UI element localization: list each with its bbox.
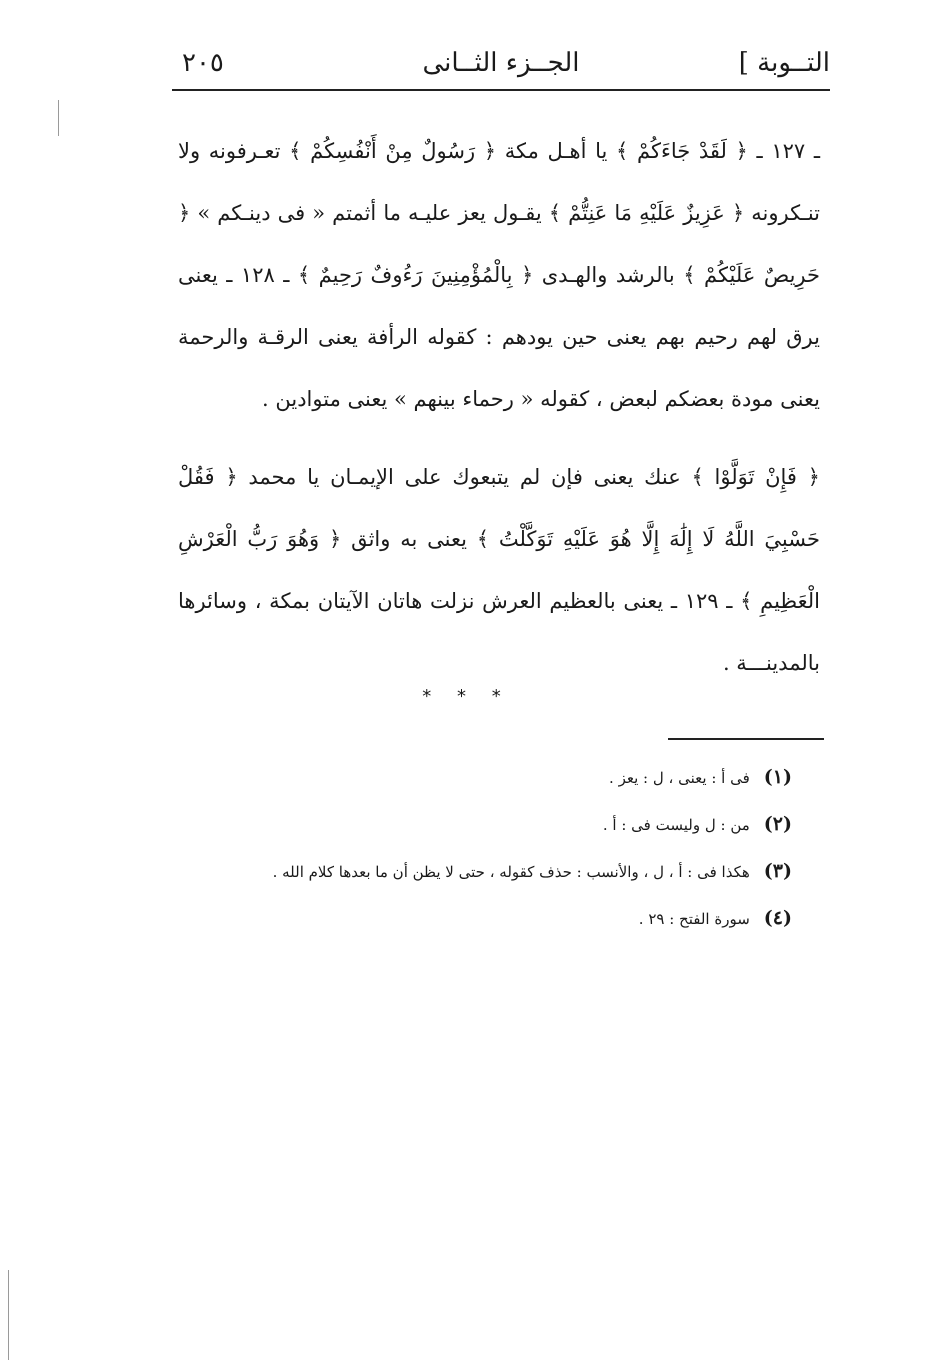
page-number: ٢٠٥: [182, 48, 224, 78]
footnote-4: [172, 907, 792, 954]
surah-title: التــوبة ]: [738, 48, 830, 78]
footnote-number: (٣): [763, 860, 792, 882]
paragraph-verses-127-128: ـ ١٢٧ ـ ﴿ لَقَدْ جَاءَكُمْ ﴾ يا أهـل مكة ﴿ رَسُولٌ مِنْ أَنْفُسِكُمْ ﴾ تعـرفونه ولا تنـكرونه ﴿ عَزِيزٌ عَلَيْهِ مَا عَنِتُّمْ ﴾ يقـول يعز عليـه ما أثمتم « فى دينـكم » ﴿ حَرِيصٌ عَلَيْكُمْ ﴾ بالرشد والهـدى ﴿ بِالْمُؤْمِنِينَ رَءُوفٌ رَحِيمٌ ﴾ ـ ١٢٨ ـ يعنى يرق لهم رحيم بهم يعنى حين يودهم : كقوله الرأفة يعنى الرقـة والرحمة يعنى مودة بعضكم لبعض ، كقوله « رحماء بينهم » يعنى متوادين .: [178, 139, 820, 411]
section-separator: * * *: [422, 686, 511, 707]
main-text: [178, 120, 820, 694]
footnote-1: [172, 766, 792, 813]
footnote-number: (٤): [763, 907, 792, 929]
scan-edge-mark-top: [58, 100, 59, 136]
footnote-3: [172, 860, 792, 907]
footnote-number: (١): [763, 766, 792, 788]
part-title: الجــزء الثــانى: [422, 48, 580, 78]
running-header: [172, 40, 830, 90]
footnote-number: (٢): [763, 813, 792, 835]
footnote-text: فى أ : يعنى ، ل : يعز .: [609, 769, 750, 787]
footnote-text: هكذا فى : أ ، ل ، والأنسب : حذف كقوله ، حتى لا يظن أن ما بعدها كلام الله .: [272, 863, 750, 881]
footnote-text: سورة الفتح : ٢٩ .: [638, 910, 750, 928]
paragraph-verse-129: ﴿ فَإِنْ تَوَلَّوْا ﴾ عنك يعنى فإن لم يتبعوك على الإيمـان يا محمد ﴿ فَقُلْ حَسْبِيَ اللَّهُ لَا إِلَٰهَ إِلَّا هُوَ عَلَيْهِ تَوَكَّلْتُ ﴾ يعنى به واثق ﴿ وَهُوَ رَبُّ الْعَرْشِ الْعَظِيمِ ﴾ ـ ١٢٩ ـ يعنى بالعظيم العرش نزلت هاتان الآيتان بمكة ، وسائرها بالمدينـــة .: [178, 465, 820, 675]
footnote-2: [172, 813, 792, 860]
footnotes: [172, 766, 792, 954]
footnote-rule: [668, 738, 824, 740]
scan-edge-mark-bottom: [8, 1270, 9, 1360]
footnote-text: من : ل وليست فى : أ .: [602, 816, 750, 834]
header-rule: [172, 89, 830, 91]
